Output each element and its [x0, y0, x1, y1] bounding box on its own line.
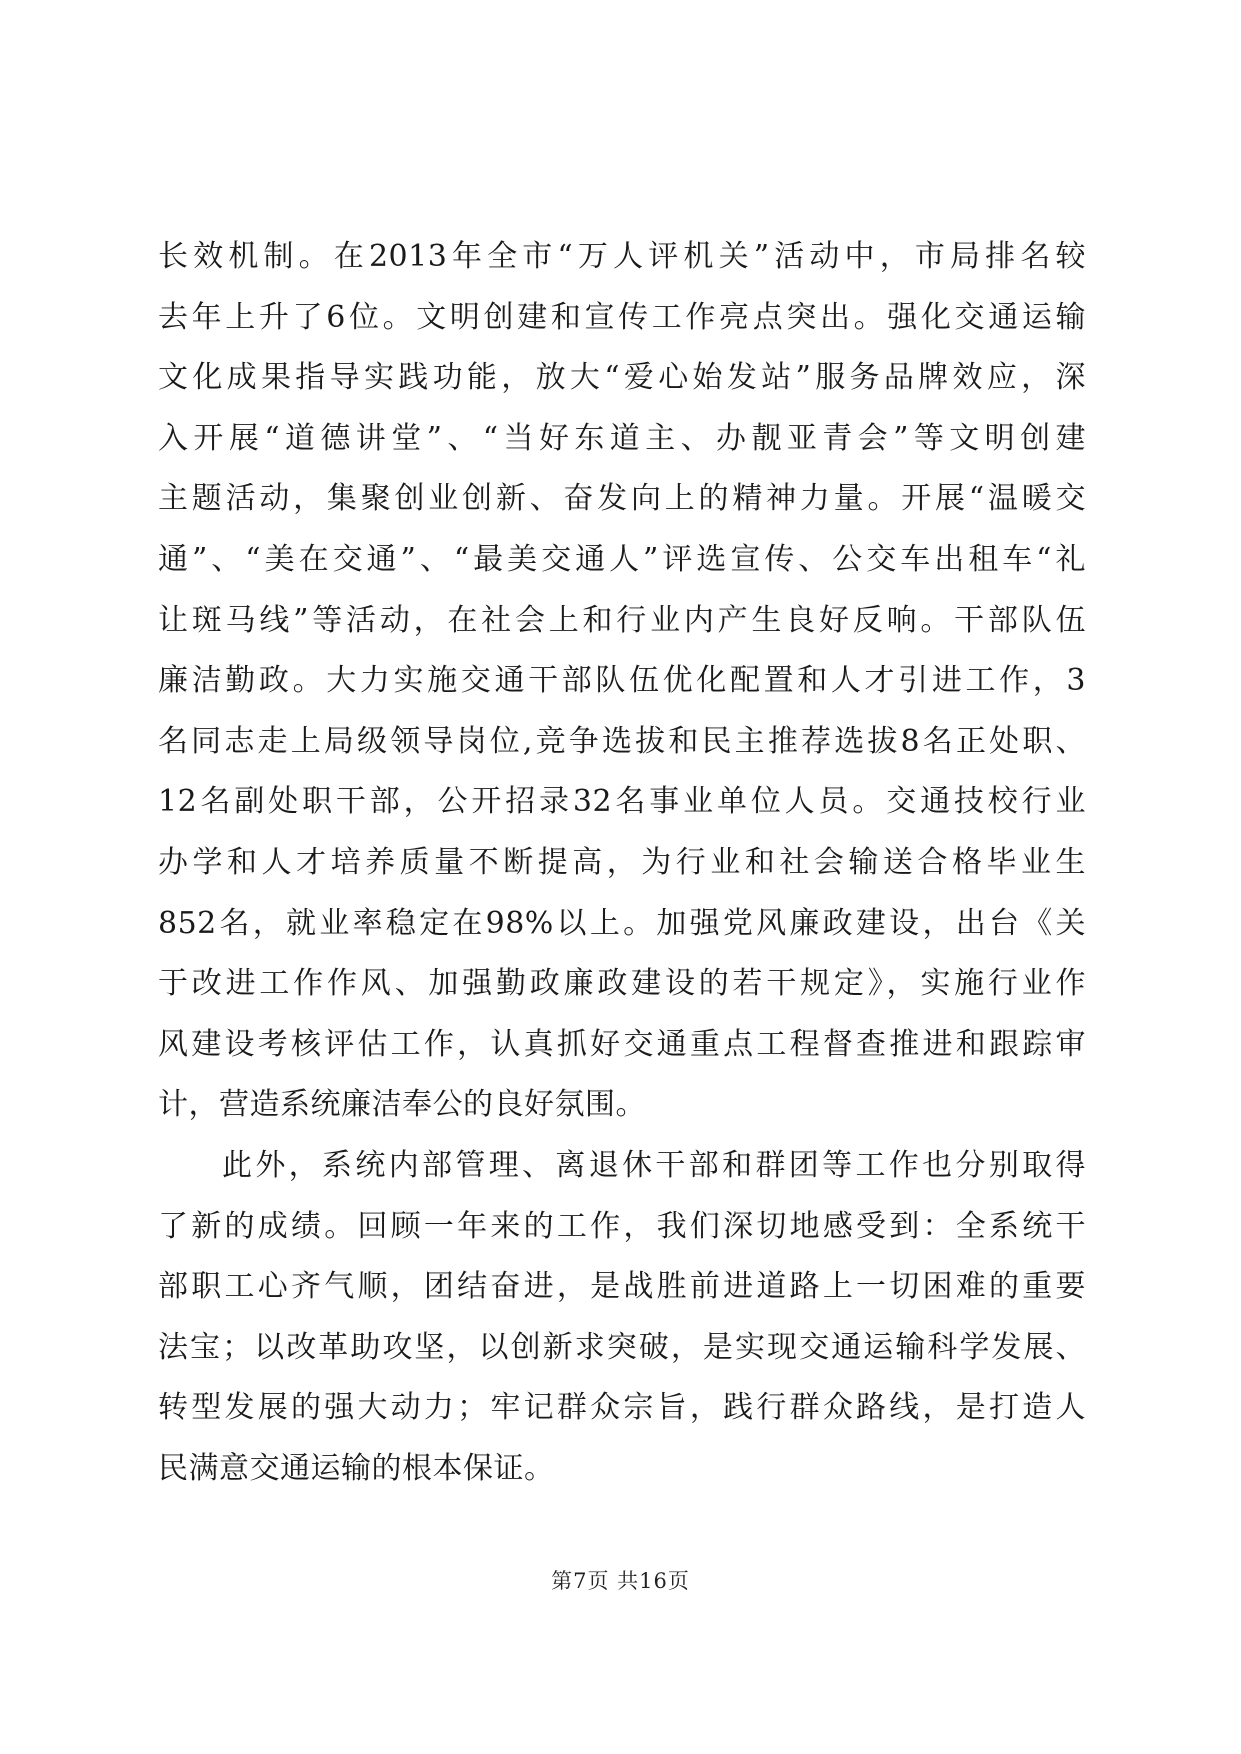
text-line: 名同志走上局级领导岗位,竞争选拔和民主推荐选拔8名正处职、: [158, 723, 1086, 759]
text-line: 长效机制。在2013年全市“万人评机关”活动中，市局排名较: [158, 239, 1086, 274]
text-line: 此外，系统内部管理、离退休干部和群团等工作也分别取得: [222, 1147, 1086, 1183]
text-line: 让斑马线”等活动，在社会上和行业内产生良好反响。干部队伍: [158, 602, 1086, 638]
text-line: 于改进工作作风、加强勤政廉政建设的若干规定》，实施行业作: [158, 966, 1086, 1002]
text-line: 通”、“美在交通”、“最美交通人”评选宣传、公交车出租车“礼: [158, 541, 1086, 577]
text-line: 主题活动，集聚创业创新、奋发向上的精神力量。开展“温暖交: [158, 481, 1086, 517]
page-number-footer: 第7页 共16页: [551, 1569, 690, 1593]
text-line: 民满意交通运输的根本保证。: [158, 1450, 555, 1486]
text-line: 852名，就业率稳定在98%以上。加强党风廉政建设，出台《关: [158, 905, 1086, 941]
text-line: 12名副处职干部，公开招录32名事业单位人员。交通技校行业: [158, 784, 1086, 820]
text-line: 文化成果指导实践功能，放大“爱心始发站”服务品牌效应，深: [158, 360, 1086, 396]
text-line: 风建设考核评估工作，认真抓好交通重点工程督查推进和跟踪审: [158, 1026, 1086, 1062]
text-line: 法宝；以改革助攻坚，以创新求突破，是实现交通运输科学发展、: [158, 1329, 1086, 1365]
body-text: [158, 233, 1086, 1505]
text-line: 部职工心齐气顺，团结奋进，是战胜前进道路上一切困难的重要: [158, 1269, 1086, 1305]
text-line: 转型发展的强大动力；牢记群众宗旨，践行群众路线，是打造人: [158, 1390, 1086, 1426]
text-line: 了新的成绩。回顾一年来的工作，我们深切地感受到：全系统干: [158, 1208, 1086, 1244]
text-line: 办学和人才培养质量不断提高，为行业和社会输送合格毕业生: [158, 844, 1086, 880]
text-line: 廉洁勤政。大力实施交通干部队伍优化配置和人才引进工作，3: [158, 663, 1086, 699]
text-line: 入开展“道德讲堂”、“当好东道主、办靓亚青会”等文明创建: [158, 420, 1086, 456]
text-line: 去年上升了6位。文明创建和宣传工作亮点突出。强化交通运输: [158, 299, 1086, 335]
text-line: 计，营造系统廉洁奉公的良好氛围。: [158, 1087, 646, 1123]
